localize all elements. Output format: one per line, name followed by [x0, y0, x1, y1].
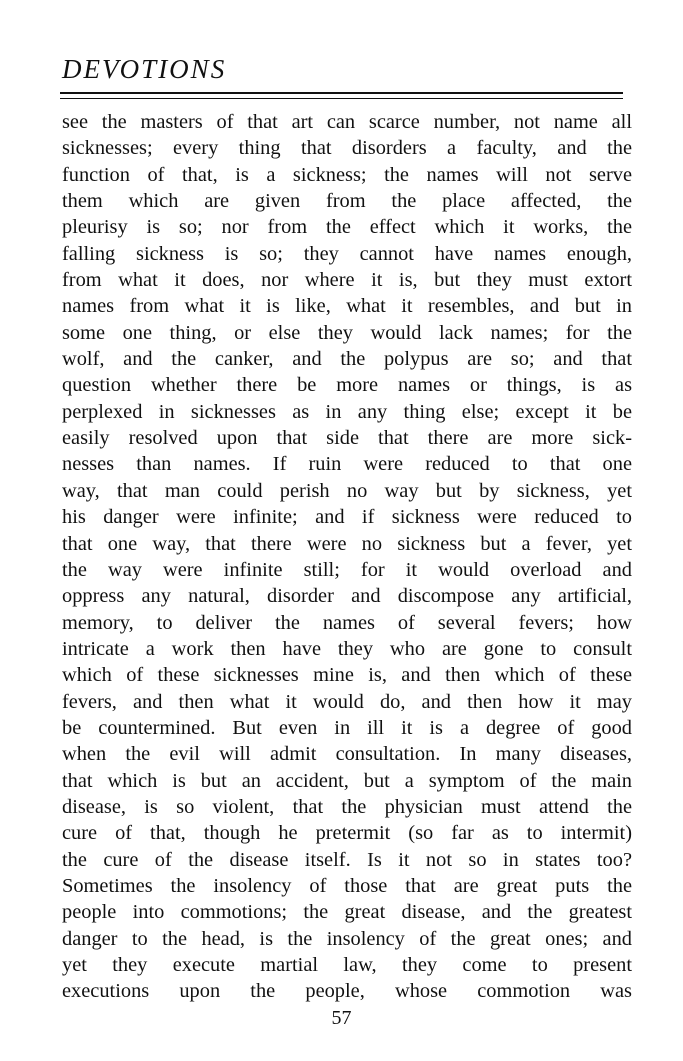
text-line: which of these sicknesses mine is, and then which of these	[62, 664, 632, 687]
text-line: wolf, and the canker, and the polypus are so; and that	[62, 348, 632, 371]
text-line: when the evil will admit consultation. In many diseases,	[62, 743, 632, 766]
text-line: question whether there be more names or things, is as	[62, 374, 632, 397]
text-line: intricate a work then have they who are gone to consult	[62, 637, 632, 660]
text-line: sicknesses; every thing that disorders a faculty, and the	[62, 137, 632, 160]
text-line: memory, to deliver the names of several fevers; how	[62, 611, 632, 634]
page-number: 57	[331, 1007, 352, 1029]
text-line: be countermined. But even in ill it is a degree of good	[62, 716, 632, 739]
text-line: pleurisy is so; nor from the effect which it works, the	[62, 216, 632, 239]
text-line: from what it does, nor where it is, but they must extort	[62, 269, 632, 292]
text-line: the way were infinite still; for it would overload and	[62, 558, 632, 581]
text-line: see the masters of that art can scarce number, not name all	[62, 111, 632, 133]
text-line: executions upon the people, whose commotion was	[62, 980, 632, 1003]
text-line: cure of that, though he pretermit (so far as to intermit)	[62, 822, 632, 845]
text-line: Sometimes the insolency of those that are great puts the	[62, 874, 632, 897]
text-line: nesses than names. If ruin were reduced to that one	[62, 453, 632, 476]
text-line: names from what it is like, what it resembles, and but in	[62, 295, 632, 318]
text-line: perplexed in sicknesses as in any thing else; except it be	[62, 400, 632, 423]
text-line: the cure of the disease itself. Is it not so in states too?	[62, 848, 632, 871]
header-rule-thin	[60, 98, 623, 99]
text-line: easily resolved upon that side that there are more sick-	[62, 427, 632, 450]
text-line: yet they execute martial law, they come to present	[62, 954, 632, 976]
text-line: them which are given from the place affected, the	[62, 190, 632, 213]
text-line: his danger were infinite; and if sickness were reduced to	[62, 506, 632, 529]
text-line: falling sickness is so; they cannot have names enough,	[62, 242, 632, 265]
header-rule-thick	[60, 92, 623, 94]
text-line: function of that, is a sickness; the names will not serve	[62, 163, 632, 186]
text-line: that one way, that there were no sickness but a fever, yet	[62, 532, 632, 555]
text-line: that which is but an accident, but a symptom of the main	[62, 769, 632, 792]
text-line: some one thing, or else they would lack names; for the	[62, 321, 632, 344]
text-line: disease, is so violent, that the physician must attend the	[62, 795, 632, 818]
body-text	[62, 109, 632, 1005]
text-line: danger to the head, is the insolency of the great ones; and	[62, 927, 632, 950]
text-line: people into commotions; the great disease, and the greatest	[62, 901, 632, 924]
running-title: DEVOTIONS	[62, 54, 227, 84]
text-line: fevers, and then what it would do, and then how it may	[62, 690, 632, 713]
text-line: way, that man could perish no way but by sickness, yet	[62, 479, 632, 502]
text-line: oppress any natural, disorder and discompose any artificial,	[62, 585, 632, 608]
